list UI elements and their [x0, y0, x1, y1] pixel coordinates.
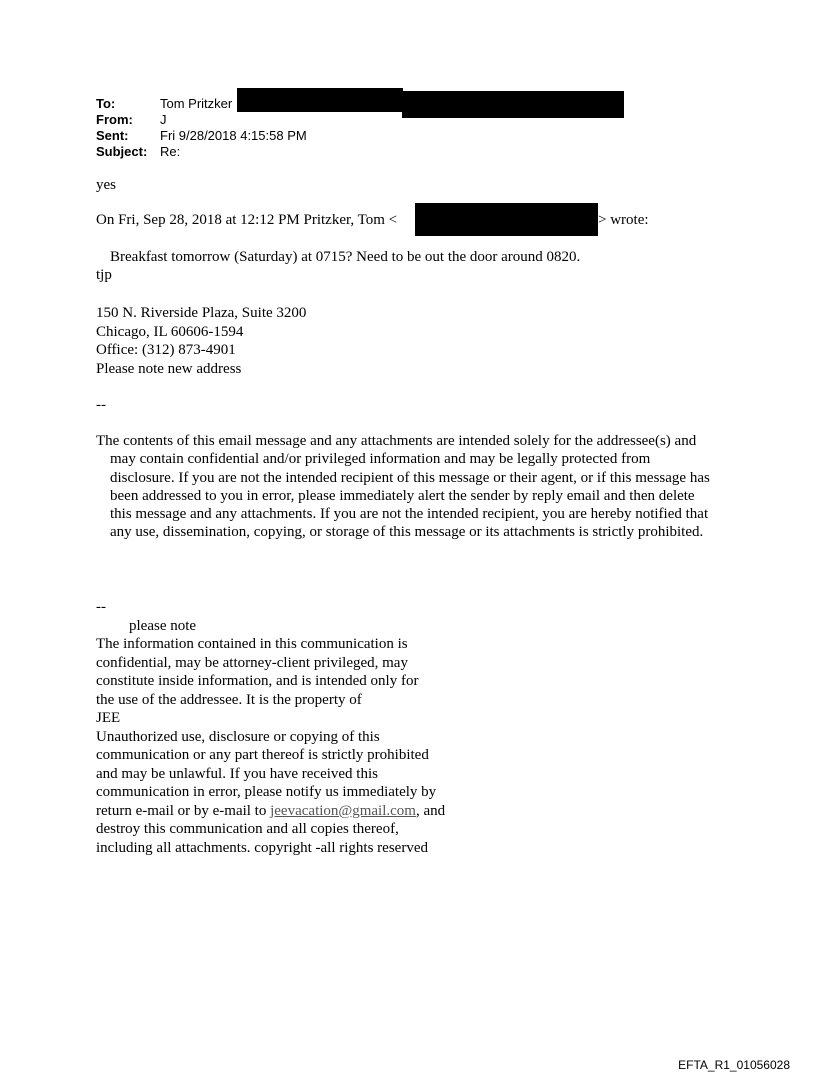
notice-line: communication in error, please notify us immediately by — [96, 784, 437, 800]
address-line: 150 N. Riverside Plaza, Suite 3200 — [96, 305, 307, 321]
separator: -- — [96, 397, 106, 413]
subject-label: Subject: — [96, 144, 148, 159]
notice-line: destroy this communication and all copies thereof, — [96, 821, 399, 837]
notice-email-suffix: , and — [415, 802, 446, 819]
notice-email-line — [96, 802, 445, 821]
from-label: From: — [96, 112, 133, 127]
email-link[interactable]: jeevacation@gmail.com — [270, 802, 416, 819]
notice-line: the use of the addressee. It is the property of — [96, 691, 362, 708]
notice-line: communication or any part thereof is strictly prohibited — [96, 747, 429, 763]
signature-address — [96, 304, 306, 378]
quote-intro-end: > wrote: — [598, 212, 649, 228]
initials: tjp — [96, 267, 112, 283]
address-line: Please note new address — [96, 360, 242, 377]
notice-line: The information contained in this communication is — [96, 636, 408, 652]
quote-intro-start: On Fri, Sep 28, 2018 at 12:12 PM Pritzker, Tom < — [96, 212, 398, 228]
notice-line: JEE — [96, 710, 121, 726]
document-id: EFTA_R1_01056028 — [678, 1058, 790, 1072]
quote-intro — [96, 211, 397, 230]
notice-line: including all attachments. copyright -all rights reserved — [96, 839, 428, 856]
separator: -- — [96, 599, 106, 615]
notice-line: and may be unlawful. If you have received this — [96, 765, 378, 782]
redaction-bar — [402, 91, 624, 118]
reply-text: yes — [96, 177, 116, 193]
sent-label: Sent: — [96, 128, 129, 143]
to-value: Tom Pritzker — [160, 96, 233, 111]
notice-line: Unauthorized use, disclosure or copying of this — [96, 728, 380, 745]
disclaimer-text: The contents of this email message and any attachments are intended solely for the addressee(s) and may contain confidential and/or privileged information and may be legally protected from disclosure. If you are not the intended recipient of this message or their agent, or if this message has been addressed to you in error, please immediately alert the sender by reply email and then delete this message and any attachments. If you are not the intended recipient, you are hereby notified that any use, dissemination, copying, or storage of this message or its attachments is strictly prohibited. — [96, 433, 710, 541]
notice-line: confidential, may be attorney-client privileged, may — [96, 654, 408, 671]
from-value: J — [160, 112, 167, 127]
sent-value: Fri 9/28/2018 4:15:58 PM — [160, 128, 307, 143]
confidentiality-notice — [96, 635, 445, 857]
redaction-bar — [415, 203, 598, 236]
disclaimer — [96, 432, 711, 542]
redaction-bar — [237, 88, 403, 112]
address-line: Chicago, IL 60606-1594 — [96, 323, 244, 340]
quoted-message: Breakfast tomorrow (Saturday) at 0715? Need to be out the door around 0820. — [110, 249, 581, 265]
notice-email-prefix: return e-mail or by e-mail to — [96, 802, 271, 819]
notice-line: constitute inside information, and is intended only for — [96, 673, 419, 689]
subject-value: Re: — [160, 144, 181, 159]
notice-heading: please note — [129, 618, 197, 634]
address-line: Office: (312) 873-4901 — [96, 342, 236, 358]
to-label: To: — [96, 96, 116, 111]
